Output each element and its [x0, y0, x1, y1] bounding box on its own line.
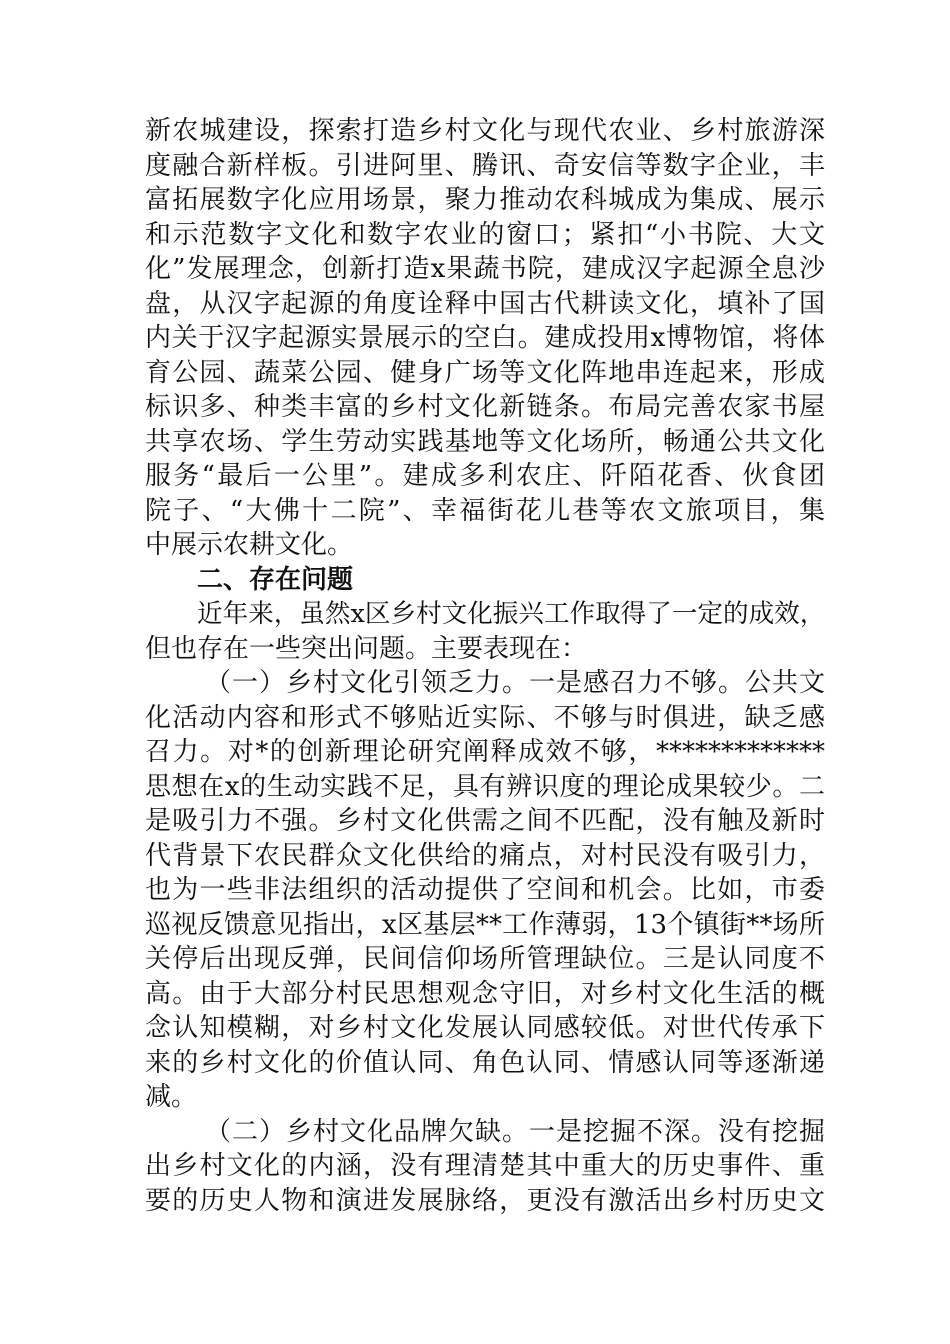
- paragraph-line: 但也存在一些突出问题。主要表现在：: [145, 633, 588, 664]
- paragraph-line: 思想在x的生动实践不足，具有辨识度的理论成果较少。二: [145, 771, 825, 802]
- paragraph-line: 召力。对*的创新理论研究阐释成效不够，*************: [145, 737, 825, 767]
- paragraph-line: 减。: [145, 1082, 198, 1112]
- subsection-line: （一）乡村文化引领乏力。一是感召力不够。公共文: [205, 668, 825, 698]
- paragraph-line: 巡视反馈意见指出，x区基层**工作薄弱，13个镇街**场所: [145, 909, 825, 940]
- paragraph-line: 来的乡村文化的价值认同、角色认同、情感认同等逐渐递: [145, 1047, 825, 1078]
- paragraph-line: 院子、“大佛十二院”、幸福街花儿巷等农文旅项目，集: [145, 495, 825, 526]
- paragraph-line: 服务“最后一公里”。建成多利农庄、阡陌花香、伙食团: [145, 461, 825, 491]
- paragraph-line: 化活动内容和形式不够贴近实际、不够与时俱进，缺乏感: [145, 702, 825, 733]
- document-body: [145, 114, 825, 1218]
- paragraph-line: 内关于汉字起源实景展示的空白。建成投用x博物馆，将体: [145, 323, 825, 353]
- paragraph-line: 近年来，虽然x区乡村文化振兴工作取得了一定的成效，: [197, 599, 826, 629]
- paragraph-line: 化”发展理念，创新打造x果蔬书院，建成汉字起源全息沙: [145, 254, 825, 284]
- paragraph-line: 代背景下农民群众文化供给的痛点，对村民没有吸引力，: [145, 840, 825, 871]
- paragraph-line: 和示范数字文化和数字农业的窗口；紧扣“小书院、大文: [145, 219, 825, 250]
- paragraph-line: 也为一些非法组织的活动提供了空间和机会。比如，市委: [145, 875, 825, 905]
- paragraph-line: 育公园、蔬菜公园、健身广场等文化阵地串连起来，形成: [145, 357, 825, 388]
- subsection-line: （二）乡村文化品牌欠缺。一是挖掘不深。没有挖掘: [205, 1116, 825, 1147]
- paragraph-line: 出乡村文化的内涵，没有理清楚其中重大的历史事件、重: [145, 1151, 825, 1181]
- paragraph-line: 关停后出现反弹，民间信仰场所管理缺位。三是认同度不: [145, 944, 825, 974]
- paragraph-line: 念认知模糊，对乡村文化发展认同感较低。对世代传承下: [145, 1013, 825, 1043]
- paragraph-line: 新农城建设，探索打造乡村文化与现代农业、乡村旅游深: [145, 116, 825, 146]
- paragraph-line: 共享农场、学生劳动实践基地等文化场所，畅通公共文化: [145, 426, 825, 457]
- paragraph-line: 中展示农耕文化。: [145, 530, 354, 560]
- paragraph-line: 标识多、种类丰富的乡村文化新链条。布局完善农家书屋: [145, 392, 825, 422]
- paragraph-line: 要的历史人物和演进发展脉络，更没有激活出乡村历史文: [145, 1185, 825, 1216]
- paragraph-line: 度融合新样板。引进阿里、腾讯、奇安信等数字企业，丰: [145, 150, 825, 181]
- paragraph-line: 富拓展数字化应用场景，聚力推动农科城成为集成、展示: [145, 185, 825, 215]
- paragraph-line: 是吸引力不强。乡村文化供需之间不匹配，没有触及新时: [145, 806, 825, 836]
- section-heading: 二、存在问题: [197, 564, 354, 595]
- paragraph-line: 盘，从汉字起源的角度诠释中国古代耕读文化，填补了国: [145, 288, 825, 319]
- paragraph-line: 高。由于大部分村民思想观念守旧，对乡村文化生活的概: [145, 978, 825, 1009]
